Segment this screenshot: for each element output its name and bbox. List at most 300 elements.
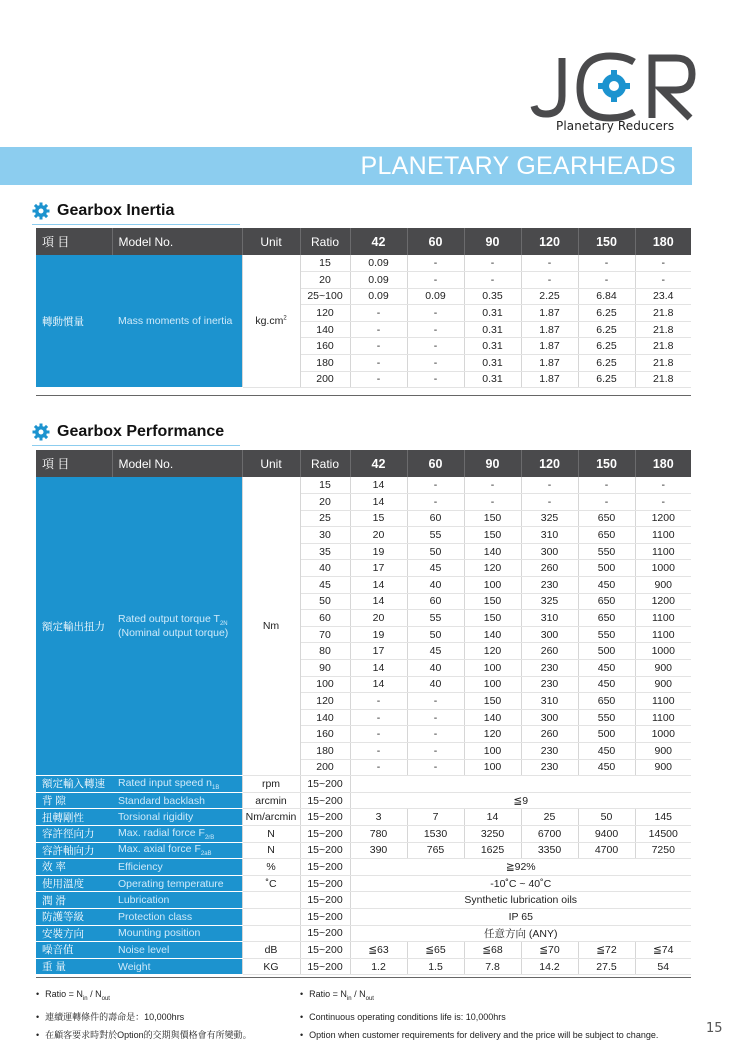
value-cell: -	[578, 477, 635, 494]
value-cell: 1.87	[521, 305, 578, 322]
value-cell: 1.87	[521, 338, 578, 355]
value-cell: -	[407, 494, 464, 511]
value-cell: 1000	[635, 560, 691, 577]
note-item: • Option when customer requirements for delivery and the price will be subject to change.	[300, 1026, 658, 1044]
ratio-cell: 140	[300, 321, 350, 338]
value-cell: 45	[407, 560, 464, 577]
value-cell: 450	[578, 676, 635, 693]
value-cell: -	[407, 272, 464, 289]
table-row	[36, 809, 691, 826]
value-cell: 3	[350, 809, 407, 826]
header-size-180: 180	[635, 450, 691, 477]
value-cell: 0.31	[464, 321, 521, 338]
value-cell: 100	[464, 577, 521, 594]
header-size-42: 42	[350, 450, 407, 477]
page-title: PLANETARY GEARHEADS	[360, 152, 676, 180]
spec-label-zh: 使用溫度	[36, 875, 112, 892]
inertia-bottom-rule	[36, 395, 691, 396]
value-cell: -	[407, 743, 464, 760]
notes-chinese	[36, 985, 252, 1044]
value-cell: 0.31	[464, 305, 521, 322]
value-cell: 60	[407, 593, 464, 610]
ratio-cell: 200	[300, 371, 350, 388]
value-cell: -	[350, 693, 407, 710]
header-unit: Unit	[242, 450, 300, 477]
spec-label-zh: 扭轉剛性	[36, 809, 112, 826]
value-cell: -	[350, 759, 407, 776]
header-item: 項 目	[36, 228, 112, 255]
value-cell: 900	[635, 676, 691, 693]
table-row	[36, 925, 691, 942]
ratio-cell: 40	[300, 560, 350, 577]
header-size-150: 150	[578, 228, 635, 255]
value-cell: ≦74	[635, 942, 691, 959]
value-cell: 1100	[635, 543, 691, 560]
value-cell: 100	[464, 676, 521, 693]
ratio-cell: 15~200	[300, 842, 350, 859]
value-cell: 0.09	[350, 255, 407, 272]
value-cell: 0.31	[464, 338, 521, 355]
value-cell: 14	[464, 809, 521, 826]
inertia-table	[36, 228, 691, 388]
value-cell: 9400	[578, 825, 635, 842]
torque-label-en	[112, 477, 242, 776]
ratio-cell: 100	[300, 676, 350, 693]
header-model: Model No.	[112, 450, 242, 477]
value-cell: -	[521, 494, 578, 511]
spec-value: -10˚C ~ 40˚C	[350, 875, 691, 892]
table-row	[36, 875, 691, 892]
gear-icon	[32, 423, 50, 441]
note-item: • Ratio = $N_{in} / N_{out}$	[36, 985, 252, 1008]
ratio-cell: 20	[300, 494, 350, 511]
value-cell: 1200	[635, 510, 691, 527]
value-cell: -	[635, 477, 691, 494]
value-cell: -	[407, 726, 464, 743]
ratio-cell: 60	[300, 610, 350, 627]
torque-label-line2: (Nominal output torque)	[118, 627, 229, 640]
value-cell: 310	[521, 693, 578, 710]
header-size-120: 120	[521, 228, 578, 255]
ratio-cell: 15~200	[300, 892, 350, 909]
value-cell: 6.25	[578, 305, 635, 322]
value-cell: 650	[578, 510, 635, 527]
value-cell: 1.2	[350, 958, 407, 975]
header-ratio: Ratio	[300, 228, 350, 255]
inertia-label-en: Mass moments of inertia	[112, 255, 242, 388]
spec-value: Synthetic lubrication oils	[350, 892, 691, 909]
value-cell: -	[464, 272, 521, 289]
value-cell: 650	[578, 593, 635, 610]
value-cell: 21.8	[635, 371, 691, 388]
value-cell: 300	[521, 626, 578, 643]
value-cell: 260	[521, 560, 578, 577]
value-cell: -	[578, 494, 635, 511]
value-cell: 0.09	[350, 272, 407, 289]
value-cell: -	[578, 255, 635, 272]
value-cell: 1.5	[407, 958, 464, 975]
table-row	[36, 958, 691, 975]
ratio-cell: 45	[300, 577, 350, 594]
spec-unit: KG	[242, 958, 300, 975]
value-cell: 14500	[635, 825, 691, 842]
value-cell: 0.35	[464, 288, 521, 305]
ratio-cell: 120	[300, 305, 350, 322]
spec-unit: N	[242, 825, 300, 842]
value-cell: 780	[350, 825, 407, 842]
value-cell: 21.8	[635, 305, 691, 322]
ratio-cell: 20	[300, 272, 350, 289]
value-cell: 900	[635, 743, 691, 760]
value-cell: 450	[578, 743, 635, 760]
value-cell: 550	[578, 709, 635, 726]
value-cell: 140	[464, 626, 521, 643]
value-cell: 260	[521, 726, 578, 743]
value-cell: 21.8	[635, 355, 691, 372]
spec-unit: dB	[242, 942, 300, 959]
value-cell: 1000	[635, 643, 691, 660]
value-cell: 230	[521, 577, 578, 594]
performance-header-row	[36, 450, 691, 477]
value-cell: 4700	[578, 842, 635, 859]
table-row	[36, 942, 691, 959]
value-cell: 120	[464, 560, 521, 577]
value-cell: 6.84	[578, 288, 635, 305]
value-cell: 3250	[464, 825, 521, 842]
spec-value: 任意方向 (ANY)	[350, 925, 691, 942]
table-row	[36, 908, 691, 925]
value-cell: 100	[464, 743, 521, 760]
ratio-cell: 15~200	[300, 825, 350, 842]
spec-unit	[242, 925, 300, 942]
value-cell: -	[635, 494, 691, 511]
ratio-cell: 15~200	[300, 792, 350, 809]
spec-value	[350, 776, 691, 793]
torque-label-zh: 額定輸出扭力	[36, 477, 112, 776]
page-number: 15	[706, 1021, 723, 1036]
value-cell: 310	[521, 527, 578, 544]
ratio-cell: 15~200	[300, 875, 350, 892]
value-cell: 150	[464, 610, 521, 627]
spec-label-zh: 防護等級	[36, 908, 112, 925]
value-cell: 1.87	[521, 321, 578, 338]
value-cell: -	[407, 305, 464, 322]
value-cell: -	[350, 371, 407, 388]
note-item: • Continuous operating conditions life is: 10,000hrs	[300, 1008, 658, 1026]
value-cell: -	[407, 693, 464, 710]
ratio-cell: 30	[300, 527, 350, 544]
value-cell: -	[350, 355, 407, 372]
value-cell: -	[350, 305, 407, 322]
performance-table	[36, 450, 691, 975]
notes-english	[300, 985, 658, 1044]
spec-value: IP 65	[350, 908, 691, 925]
torque-subscript: 2N	[219, 621, 228, 628]
ratio-cell: 140	[300, 709, 350, 726]
value-cell: -	[521, 255, 578, 272]
value-cell: 900	[635, 759, 691, 776]
value-cell: 500	[578, 560, 635, 577]
spec-unit: Nm/arcmin	[242, 809, 300, 826]
value-cell: 500	[578, 726, 635, 743]
value-cell: 310	[521, 610, 578, 627]
torque-unit: Nm	[242, 477, 300, 776]
spec-label-en: Operating temperature	[112, 875, 242, 892]
ratio-cell: 200	[300, 759, 350, 776]
value-cell: 14	[350, 494, 407, 511]
value-cell: 1100	[635, 610, 691, 627]
value-cell: 300	[521, 543, 578, 560]
note-item: • Ratio = $N_{in} / N_{out}$	[300, 985, 658, 1008]
spec-label-en: Efficiency	[112, 859, 242, 876]
value-cell: 50	[407, 543, 464, 560]
spec-subscript: 2aB	[200, 851, 212, 858]
value-cell: 650	[578, 693, 635, 710]
value-cell: 14	[350, 593, 407, 610]
value-cell: 7250	[635, 842, 691, 859]
value-cell: 7.8	[464, 958, 521, 975]
spec-label-en: Rated input speed $n_{1B}$	[112, 776, 242, 793]
spec-unit: arcmin	[242, 792, 300, 809]
value-cell: ≦68	[464, 942, 521, 959]
performance-title: Gearbox Performance	[57, 423, 225, 440]
unit-exponent: 2	[283, 315, 287, 322]
table-row	[36, 825, 691, 842]
spec-value: ≦9	[350, 792, 691, 809]
spec-unit	[242, 908, 300, 925]
value-cell: 230	[521, 743, 578, 760]
inertia-unit: $kg.cm^2$	[242, 255, 300, 388]
note-subscript: out	[101, 995, 110, 1002]
value-cell: 0.09	[407, 288, 464, 305]
value-cell: 230	[521, 660, 578, 677]
spec-unit: rpm	[242, 776, 300, 793]
note-subscript: out	[365, 995, 374, 1002]
header-size-60: 60	[407, 228, 464, 255]
spec-label-en: Mounting position	[112, 925, 242, 942]
spec-label-zh: 潤 滑	[36, 892, 112, 909]
value-cell: 145	[635, 809, 691, 826]
value-cell: 0.31	[464, 355, 521, 372]
value-cell: 20	[350, 527, 407, 544]
inertia-section-heading	[32, 200, 240, 225]
value-cell: 900	[635, 660, 691, 677]
value-cell: 325	[521, 510, 578, 527]
value-cell: 1100	[635, 527, 691, 544]
value-cell: 40	[407, 676, 464, 693]
spec-subscript: 1B	[212, 785, 220, 792]
value-cell: 6.25	[578, 371, 635, 388]
value-cell: -	[407, 759, 464, 776]
value-cell: 50	[578, 809, 635, 826]
value-cell: -	[635, 272, 691, 289]
value-cell: -	[578, 272, 635, 289]
title-banner	[0, 147, 692, 185]
value-cell: 1100	[635, 693, 691, 710]
value-cell: 1.87	[521, 355, 578, 372]
logo-tagline: Planetary Reducers	[556, 119, 675, 133]
spec-value: ≧92%	[350, 859, 691, 876]
spec-label-en: Torsional rigidity	[112, 809, 242, 826]
note-subscript: in	[82, 995, 88, 1002]
value-cell: 40	[407, 660, 464, 677]
ratio-cell: 25	[300, 510, 350, 527]
value-cell: 140	[464, 543, 521, 560]
value-cell: 6700	[521, 825, 578, 842]
value-cell: 765	[407, 842, 464, 859]
ratio-cell: 180	[300, 355, 350, 372]
value-cell: 17	[350, 560, 407, 577]
value-cell: 1530	[407, 825, 464, 842]
value-cell: -	[350, 726, 407, 743]
value-cell: -	[407, 709, 464, 726]
logo-lettering: JCR	[532, 37, 560, 56]
table-row	[36, 859, 691, 876]
performance-bottom-rule	[36, 977, 691, 978]
value-cell: ≦72	[578, 942, 635, 959]
value-cell: -	[407, 477, 464, 494]
spec-label-en: Protection class	[112, 908, 242, 925]
value-cell: 550	[578, 626, 635, 643]
spec-unit	[242, 892, 300, 909]
ratio-cell: 80	[300, 643, 350, 660]
header-size-60: 60	[407, 450, 464, 477]
ratio-cell: 180	[300, 743, 350, 760]
header-ratio: Ratio	[300, 450, 350, 477]
value-cell: 3350	[521, 842, 578, 859]
value-cell: 0.31	[464, 371, 521, 388]
value-cell: 55	[407, 610, 464, 627]
value-cell: 1625	[464, 842, 521, 859]
note-item: • 在顧客要求時對於Option的交期與價格會有所變動。	[36, 1026, 252, 1044]
logo-letter-j	[534, 58, 562, 114]
ratio-cell: 90	[300, 660, 350, 677]
header-size-120: 120	[521, 450, 578, 477]
header-model: Model No.	[112, 228, 242, 255]
value-cell: -	[407, 355, 464, 372]
value-cell: 450	[578, 759, 635, 776]
value-cell: 650	[578, 527, 635, 544]
value-cell: 150	[464, 510, 521, 527]
value-cell: 120	[464, 726, 521, 743]
ratio-cell: 15	[300, 477, 350, 494]
value-cell: 7	[407, 809, 464, 826]
value-cell: -	[464, 255, 521, 272]
note-subscript: in	[346, 995, 352, 1002]
spec-label-en: Standard backlash	[112, 792, 242, 809]
value-cell: ≦63	[350, 942, 407, 959]
spec-label-zh: 背 隙	[36, 792, 112, 809]
value-cell: 14	[350, 660, 407, 677]
value-cell: 14	[350, 577, 407, 594]
logo-gear-icon	[598, 70, 630, 102]
inertia-title: Gearbox Inertia	[57, 202, 175, 219]
spec-label-en: Max. axial force $F_{2aB}$	[112, 842, 242, 859]
spec-label-zh: 容許徑向力	[36, 825, 112, 842]
value-cell: -	[350, 743, 407, 760]
value-cell: 40	[407, 577, 464, 594]
value-cell: 19	[350, 626, 407, 643]
ratio-cell: 15~200	[300, 859, 350, 876]
value-cell: 60	[407, 510, 464, 527]
value-cell: 6.25	[578, 338, 635, 355]
spec-label-en: Noise level	[112, 942, 242, 959]
value-cell: 23.4	[635, 288, 691, 305]
ratio-cell: 50	[300, 593, 350, 610]
value-cell: 260	[521, 643, 578, 660]
ratio-cell: 160	[300, 726, 350, 743]
value-cell: 17	[350, 643, 407, 660]
table-row	[36, 842, 691, 859]
value-cell: 50	[407, 626, 464, 643]
table-row	[36, 477, 691, 494]
table-row	[36, 792, 691, 809]
spec-unit: ˚C	[242, 875, 300, 892]
value-cell: 1000	[635, 726, 691, 743]
value-cell: 0.09	[350, 288, 407, 305]
value-cell: 21.8	[635, 321, 691, 338]
spec-label-zh: 安裝方向	[36, 925, 112, 942]
value-cell: 1100	[635, 709, 691, 726]
spec-label-zh: 噪音值	[36, 942, 112, 959]
value-cell: 19	[350, 543, 407, 560]
ratio-cell: 70	[300, 626, 350, 643]
value-cell: -	[407, 255, 464, 272]
value-cell: 6.25	[578, 355, 635, 372]
ratio-cell: 15~200	[300, 908, 350, 925]
ratio-cell: 25~100	[300, 288, 350, 305]
value-cell: -	[464, 477, 521, 494]
value-cell: 230	[521, 759, 578, 776]
header-size-150: 150	[578, 450, 635, 477]
value-cell: 21.8	[635, 338, 691, 355]
value-cell: 230	[521, 676, 578, 693]
value-cell: 120	[464, 643, 521, 660]
value-cell: -	[464, 494, 521, 511]
header-size-90: 90	[464, 228, 521, 255]
spec-label-zh: 額定輸入轉速	[36, 776, 112, 793]
value-cell: 450	[578, 577, 635, 594]
header-size-42: 42	[350, 228, 407, 255]
spec-unit: N	[242, 842, 300, 859]
inertia-header-row	[36, 228, 691, 255]
header-size-180: 180	[635, 228, 691, 255]
value-cell: 150	[464, 527, 521, 544]
value-cell: 6.25	[578, 321, 635, 338]
value-cell: 14	[350, 477, 407, 494]
value-cell: -	[635, 255, 691, 272]
value-cell: 100	[464, 660, 521, 677]
value-cell: -	[350, 338, 407, 355]
value-cell: 1.87	[521, 371, 578, 388]
value-cell: 1100	[635, 626, 691, 643]
header-item: 項 目	[36, 450, 112, 477]
header-unit: Unit	[242, 228, 300, 255]
value-cell: 325	[521, 593, 578, 610]
performance-section-heading	[32, 421, 240, 446]
value-cell: -	[407, 321, 464, 338]
value-cell: ≦70	[521, 942, 578, 959]
value-cell: 54	[635, 958, 691, 975]
value-cell: 15	[350, 510, 407, 527]
spec-label-en: Lubrication	[112, 892, 242, 909]
ratio-cell: 120	[300, 693, 350, 710]
torque-label-line1: Rated output torque $T_{2N}$	[118, 613, 228, 628]
ratio-cell: 15~200	[300, 809, 350, 826]
table-row	[36, 776, 691, 793]
ratio-cell: 15	[300, 255, 350, 272]
value-cell: -	[521, 272, 578, 289]
